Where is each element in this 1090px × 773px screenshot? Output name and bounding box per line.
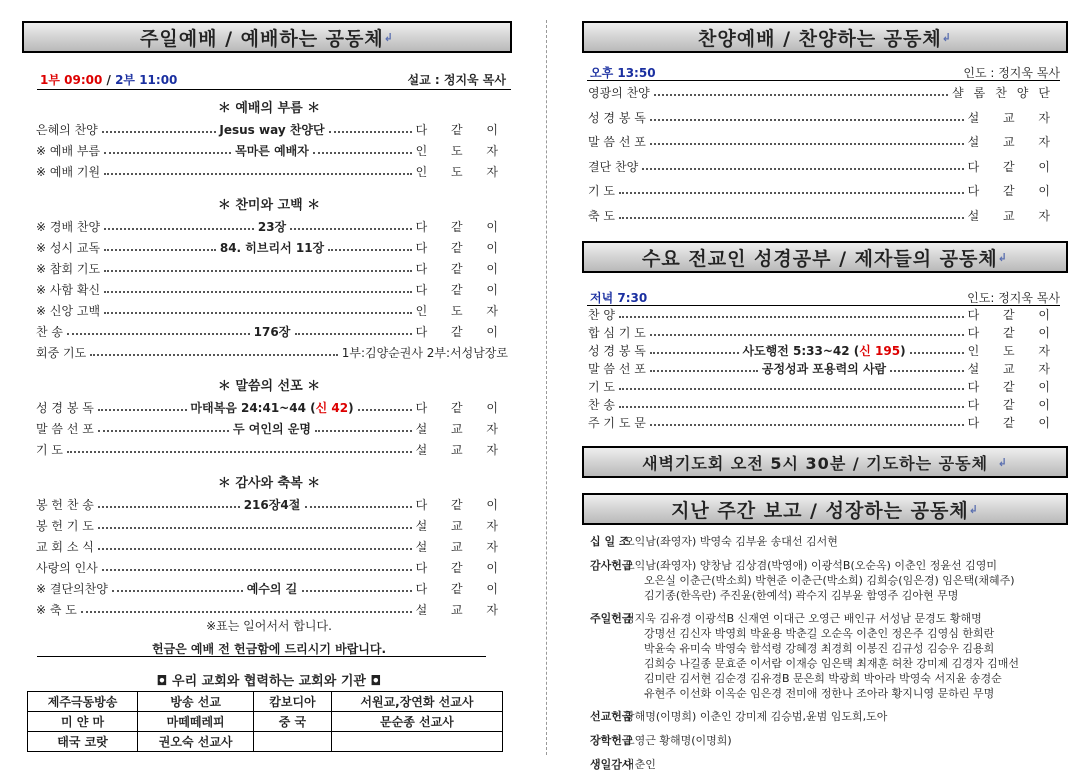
leader-dots [67,451,412,453]
leader-dots [295,333,413,335]
second-service-time: 2부 11:00 [115,73,178,87]
report-line: 김희승 나길종 문효준 이서람 이재승 임은택 최재훈 허찬 강미제 김경자 김매선 [644,657,1019,670]
report-item [590,733,1060,748]
leader-dots [290,228,412,230]
order-item-name: 봉 헌 기 도 [36,519,94,533]
order-item-detail: Jesus way 찬양단 [219,123,325,137]
order-row [588,324,1060,342]
order-item-person: 다 같 이 [415,498,508,512]
order-item-detail: 목마른 예배자 [235,144,309,158]
order-row [36,239,508,257]
report-line: 김미란 김서현 김순경 김유경B 문은희 박광희 박아라 박영숙 서지윤 송경순 [644,672,1002,685]
order-row [36,142,508,160]
wednesday-time: 저녁 7:30 [590,291,648,305]
leader-dots [619,406,964,408]
order-item-name: ※ 신앙 고백 [36,304,101,318]
order-item-person: 다 같 이 [415,582,508,596]
order-item-name: 성 경 봉 독 [588,344,646,358]
wednesday-study-header: 수요 전교인 성경공부 / 제자들의 공동체 ↲ [582,241,1068,273]
order-item-detail: 176장 [253,325,291,339]
order-row [36,163,508,181]
order-row [588,306,1060,324]
order-item-person: 샬롬찬양단 [952,86,1060,100]
order-item-person: 설 교 자 [415,422,508,436]
leader-dots [102,569,412,571]
report-line: 강명선 김신자 박영희 박윤용 박춘길 오순옥 이춘인 정은주 김영심 한희란 [644,627,995,640]
leader-dots [305,506,413,508]
report-names [624,757,1060,772]
order-item-person: 인 도 자 [967,344,1060,358]
leader-dots [654,94,948,96]
leader-dots [302,590,413,592]
order-item-person: 다 같 이 [415,283,508,297]
order-row [36,281,508,299]
order-item-name: 영광의 찬양 [588,86,650,100]
report-line: 이춘인 [624,758,656,771]
leader-dots [104,173,412,175]
report-names [624,611,1060,701]
leader-dots [98,527,412,529]
order-row [36,420,508,438]
order-item-name: ※ 예배 기원 [36,165,101,179]
order-item-detail: 마태복음 24:41~44 (신 42) [190,401,354,415]
preacher-name: 설교 : 정지욱 목사 [407,73,506,87]
section-title: ＊ 말씀의 선포 ＊ [217,379,321,394]
report-item [590,558,1060,603]
order-row [36,323,508,341]
partner-row [28,712,503,732]
partner-cell: 캄보디아 [254,692,332,712]
partner-cell: 서원교,장연화 선교사 [331,692,502,712]
order-item-name: ※ 사함 확신 [36,283,101,297]
leader-dots [313,152,412,154]
report-label: 주일헌금 [590,612,633,625]
leader-dots [642,168,964,170]
standing-note: ※표는 일어서서 합니다. [206,619,332,633]
leader-dots [358,409,413,411]
order-item-person: 인 도 자 [415,144,508,158]
partner-cell: 중 국 [254,712,332,732]
order-item-name: 찬 송 [36,325,63,339]
praise-rule [587,80,1060,81]
report-line: 오익남(좌영자) 양창남 김상겸(박영애) 이광석B(오순옥) 이춘인 정윤선 김영미 [624,559,998,572]
standing-note-row [22,617,516,635]
order-row [36,344,508,362]
report-names [624,534,1060,549]
worship-time-row [40,71,506,89]
order-item-name: 찬 송 [588,398,615,412]
leader-dots [90,354,338,356]
partners-title: ◘ 우리 교회와 협력하는 교회와 기관 ◘ [156,674,382,689]
first-service-time: 1부 09:00 [40,73,103,87]
order-item-name: 봉 헌 찬 송 [36,498,94,512]
order-item-person: 설 교 자 [415,443,508,457]
leader-dots [650,424,964,426]
order-item-person: 설 교 자 [415,519,508,533]
partners-table [27,691,503,752]
order-row [588,342,1060,360]
report-item [590,709,1060,724]
report-line: 오은실 이춘근(박소희) 박현준 이춘근(박소희) 김희승(임은경) 임은택(채혜주) [644,574,1015,587]
order-item-person: 설 교 자 [967,110,1060,125]
leader-dots [619,316,964,318]
section-title: ＊ 감사와 축복 ＊ [217,476,321,491]
order-item-name: 성 경 봉 독 [588,110,646,125]
order-item-person: 인 도 자 [415,165,508,179]
order-item-person: 다 같 이 [415,561,508,575]
partner-row [28,732,503,752]
order-item-person: 설 교 자 [967,135,1060,149]
partner-cell: 방송 선교 [138,692,254,712]
order-item-name: 축 도 [588,208,615,223]
weekly-report-title: 지난 주간 보고 / 성장하는 공동체 [671,499,969,522]
order-item-person: 다 같 이 [967,326,1060,340]
order-item-name: 회중 기도 [36,346,87,360]
order-row [36,496,508,514]
leader-dots [328,249,412,251]
order-item-person: 다 같 이 [415,262,508,276]
hymn-ref: 신 42 [315,401,349,415]
leader-dots [650,119,964,121]
order-item-name: ※ 성시 교독 [36,241,101,255]
order-item-person: 다 같 이 [967,398,1060,412]
order-item-detail: 두 여인의 운명 [233,422,311,436]
leader-dots [619,192,964,194]
leader-dots [619,217,964,219]
leader-dots [315,430,412,432]
partner-cell: 미 얀 마 [28,712,138,732]
order-item-person: 다 같 이 [415,325,508,339]
leader-dots [98,548,412,550]
order-row [588,396,1060,414]
order-item-detail: 공정성과 포용력의 사람 [761,362,887,376]
leader-dots [81,611,412,613]
report-label: 생일감사 [590,758,633,771]
order-item-name: 기 도 [36,443,63,457]
report-names [624,733,1060,748]
order-item-name: ※ 결단의찬양 [36,582,108,596]
order-row [36,441,508,459]
leader-dots [104,312,412,314]
report-label: 십 일 조 [590,535,630,548]
order-item-person: 다 같 이 [967,308,1060,322]
leader-dots [619,388,964,390]
praise-leader: 인도 : 정지욱 목사 [963,66,1060,80]
order-item-detail: 예수의 길 [246,582,298,596]
dawn-prayer-header: 새벽기도회 오전 5시 30분 / 기도하는 공동체 ↲ [582,446,1068,478]
order-item-person: 다 같 이 [415,220,508,234]
wednesday-leader: 인도: 정지욱 목사 [967,291,1060,305]
order-item-name: 찬 양 [588,308,615,322]
section-title: ＊ 찬미와 고백 ＊ [217,198,321,213]
sunday-worship-title: 주일예배 / 예배하는 공동체 [140,27,384,50]
order-item-detail: 23장 [257,220,287,234]
order-item-detail: 84. 히브리서 11장 [219,241,325,255]
leader-dots [650,334,964,336]
order-item-name: ※ 참회 기도 [36,262,101,276]
partner-cell: 제주극동방송 [28,692,138,712]
report-label: 장학헌금 [590,734,633,747]
order-item-detail: 216장4절 [243,498,301,512]
partner-cell: 마떼떼레피 [138,712,254,732]
order-item-person: 설 교 자 [415,603,508,617]
partners-title-row [22,670,516,688]
time-separator: / [102,73,116,87]
order-item-person: 인 도 자 [415,304,508,318]
order-item-name: 말 씀 선 포 [36,422,94,436]
report-item [590,534,1060,549]
order-row [36,218,508,236]
hymn-ref: 신 195 [859,344,901,358]
order-item-name: 말 씀 선 포 [588,135,646,149]
order-row [588,133,1060,151]
order-row [588,84,1060,102]
order-item-name: 교 회 소 식 [36,540,94,554]
partner-cell: 문순종 선교사 [331,712,502,732]
order-item-person: 설 교 자 [415,540,508,554]
order-item-person: 설 교 자 [967,208,1060,223]
order-item-person: 다 같 이 [967,159,1060,174]
order-item-name: ※ 경배 찬양 [36,220,101,234]
partner-cell [254,732,332,752]
partner-row [28,692,503,712]
sunday-worship-header: 주일예배 / 예배하는 공동체 ↲ [22,21,512,53]
praise-time: 오후 13:50 [590,66,656,80]
report-line: 오익남(좌영자) 박영숙 김부윤 송대선 김서현 [624,535,838,548]
order-item-person: 다 같 이 [967,380,1060,394]
order-item-name: 기 도 [588,184,615,198]
order-item-name: 기 도 [588,380,615,394]
report-line: 박윤숙 유미숙 박영숙 함석령 강혜경 최경희 이봉진 김규성 김승우 김용희 [644,642,995,655]
order-item-person: 다 같 이 [415,401,508,415]
section-title: ＊ 예배의 부름 ＊ [217,101,321,116]
order-row [36,399,508,417]
wednesday-study-title: 수요 전교인 성경공부 / 제자들의 공동체 [642,247,998,270]
report-line: 정지욱 김유경 이광석B 신재연 이대근 오영근 배인규 서성남 문경도 황해명 [624,612,982,625]
report-line: 황해명(이명희) 이춘인 강미제 김승범,윤범 임도희,도아 [624,710,888,723]
report-label: 선교헌금 [590,710,633,723]
leader-dots [104,270,412,272]
report-item [590,757,1060,772]
order-item-person: 1부:김양순권사 2부:서성남장로 [341,346,508,360]
weekly-report-header: 지난 주간 보고 / 성장하는 공동체 ↲ [582,493,1068,525]
order-row [588,414,1060,432]
order-row [36,580,508,598]
leader-dots [910,352,965,354]
order-item-person: 다 같 이 [967,416,1060,430]
order-item-name: 주 기 도 문 [588,416,646,430]
order-row [36,302,508,320]
order-item-name: ※ 축 도 [36,603,77,617]
header-rule [37,89,511,90]
praise-worship-header: 찬양예배 / 찬양하는 공동체 ↲ [582,21,1068,53]
order-row [588,207,1060,225]
order-row [588,182,1060,200]
order-item-person: 설 교 자 [967,362,1060,376]
praise-worship-title: 찬양예배 / 찬양하는 공동체 [698,27,942,50]
leader-dots [890,370,964,372]
order-item-name: 성 경 봉 독 [36,401,94,415]
order-item-person: 다 같 이 [415,123,508,137]
order-item-name: 사랑의 인사 [36,561,98,575]
leader-dots [104,291,412,293]
order-row [36,121,508,139]
order-item-person: 다 같 이 [415,241,508,255]
report-line: 김기종(한옥란) 주진윤(한예석) 곽수지 김부윤 함영주 김아현 무명 [644,589,959,602]
order-row [36,260,508,278]
order-item-detail: 사도행전 5:33~42 (신 195) [742,344,906,358]
order-row [36,538,508,556]
report-names [624,709,1060,724]
order-row [36,559,508,577]
partner-cell: 태국 코랏 [28,732,138,752]
order-item-name: ※ 예배 부름 [36,144,101,158]
leader-dots [329,131,413,133]
worship-times [40,71,177,88]
report-line: 오영근 황해명(이명희) [624,734,732,747]
order-row [588,109,1060,127]
report-item [590,611,1060,701]
order-row [588,378,1060,396]
order-row [36,517,508,535]
order-item-name: 결단 찬양 [588,159,639,174]
order-item-name: 말 씀 선 포 [588,362,646,376]
order-item-person: 다 같 이 [967,184,1060,198]
order-row [588,360,1060,378]
dawn-prayer-title: 새벽기도회 오전 5시 30분 / 기도하는 공동체 [642,453,989,473]
report-names [624,558,1060,603]
leader-dots [650,143,964,145]
offering-rule [37,656,486,657]
offering-note: 헌금은 예배 전 헌금함에 드리시기 바랍니다. [151,642,387,656]
page-divider [546,20,547,755]
report-label: 감사헌금 [590,559,633,572]
order-item-name: 합 심 기 도 [588,326,646,340]
order-row [588,158,1060,176]
partner-cell [331,732,502,752]
order-item-name: 은혜의 찬양 [36,123,98,137]
report-line: 유현주 이선화 이옥순 임은경 전미애 정한나 조아라 황지니영 문하린 무명 [644,687,995,700]
partner-cell: 권오숙 선교사 [138,732,254,752]
